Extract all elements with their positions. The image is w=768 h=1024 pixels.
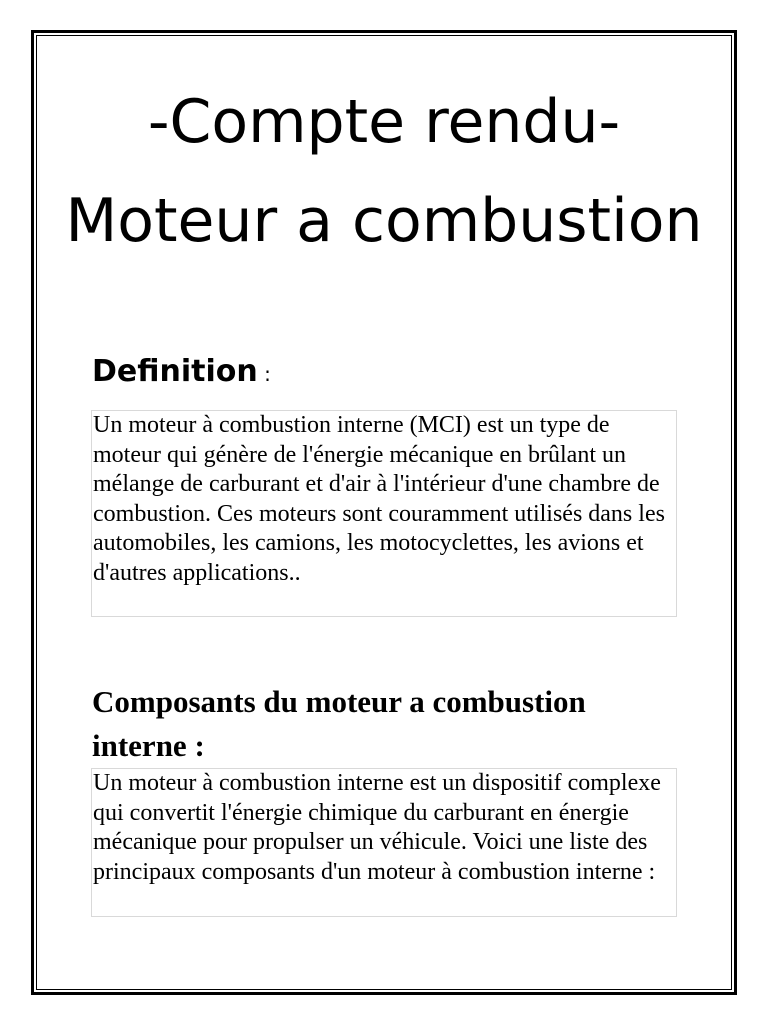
components-text: Un moteur à combustion interne est un dispositif complexe qui convertit l'énergie chimique du carburant en énergie mécanique pour propulser un véhicule. Voici une liste des principaux composants d'un moteur à combustion interne : bbox=[91, 768, 677, 917]
document-title: -Compte rendu- bbox=[147, 87, 621, 157]
definition-text: Un moteur à combustion interne (MCI) est un type de moteur qui génère de l'énergie mécanique en brûlant un mélange de carburant et d'air à l'intérieur d'une chambre de combustion. Ces moteurs sont couramment utilisés dans les automobiles, les camions, les motocyclettes, les avions et d'autres applications.. bbox=[91, 410, 677, 617]
definition-heading-colon: : bbox=[257, 362, 271, 386]
document-subtitle: Moteur a combustion bbox=[65, 186, 703, 256]
components-heading: Composants du moteur a combustion interne : bbox=[92, 684, 586, 763]
definition-heading-text: Definition bbox=[92, 354, 258, 389]
definition-heading bbox=[92, 352, 271, 394]
